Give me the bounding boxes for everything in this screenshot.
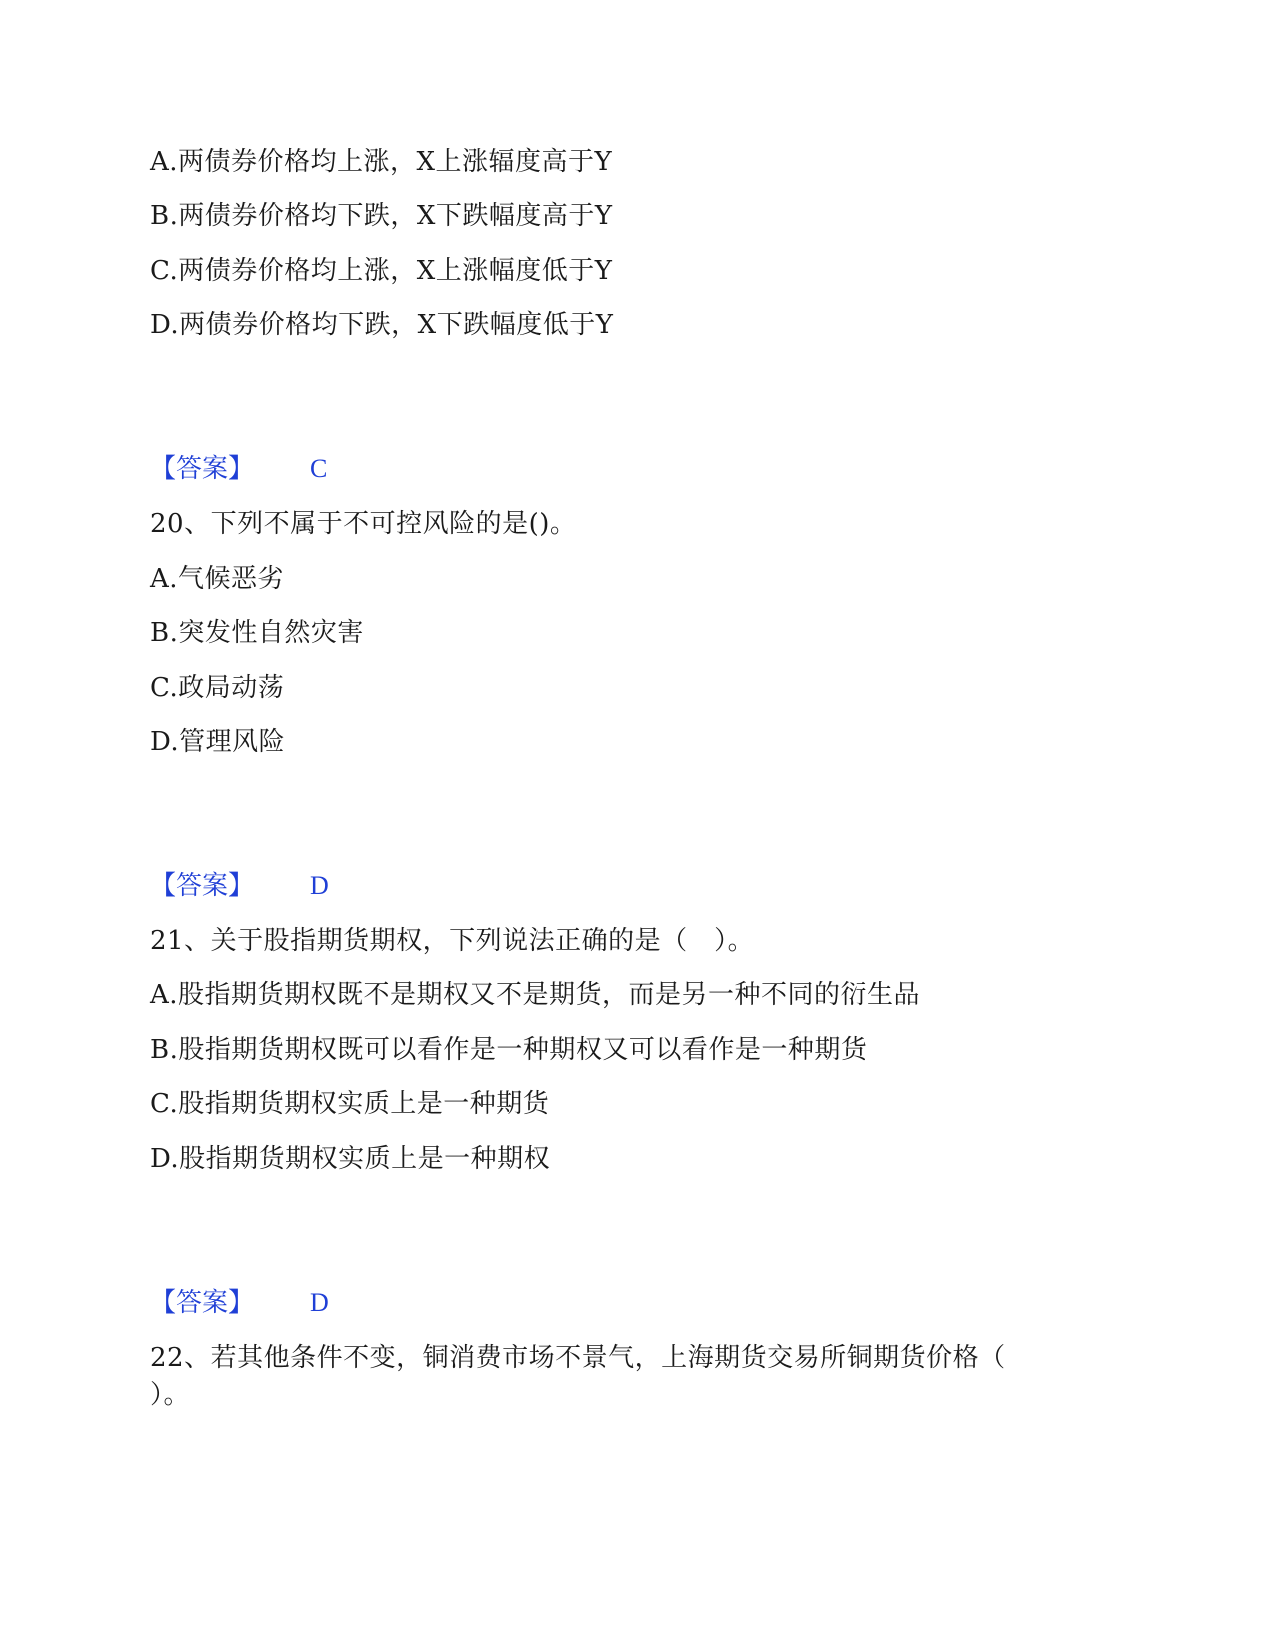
answer-label: 【答案】 [150, 871, 255, 901]
answer-value: D [310, 1288, 329, 1317]
q21-option-a: A.股指期货期权既不是期权又不是期货，而是另一种不同的衍生品 [150, 980, 921, 1010]
q20-option-b: B.突发性自然灾害 [150, 618, 364, 648]
answer-value: D [310, 871, 329, 900]
answer-label: 【答案】 [150, 454, 255, 484]
q21-option-b: B.股指期货期权既可以看作是一种期权又可以看作是一种期货 [150, 1035, 868, 1065]
q20-stem: 20、下列不属于不可控风险的是()。 [150, 509, 577, 539]
q21-stem: 21、关于股指期货期权，下列说法正确的是（ ）。 [150, 926, 755, 956]
q21-option-c: C.股指期货期权实质上是一种期货 [150, 1089, 550, 1119]
q22-stem-line1: 22、若其他条件不变，铜消费市场不景气，上海期货交易所铜期货价格（ [150, 1343, 1006, 1373]
q21-option-d: D.股指期货期权实质上是一种期权 [150, 1144, 551, 1174]
q20-option-a: A.气候恶劣 [150, 564, 285, 594]
q19-option-d: D.两债券价格均下跌，X下跌幅度低于Y [150, 310, 614, 340]
q19-answer [150, 452, 327, 486]
q19-option-a: A.两债券价格均上涨，X上涨辐度高于Y [150, 147, 613, 177]
q20-option-d: D.管理风险 [150, 727, 286, 757]
q19-option-c: C.两债券价格均上涨，X上涨幅度低于Y [150, 256, 613, 286]
answer-value: C [310, 454, 328, 483]
q20-answer [150, 869, 329, 903]
q22-stem-line2: ）。 [150, 1380, 191, 1410]
answer-label: 【答案】 [150, 1288, 255, 1318]
q21-answer [150, 1286, 329, 1320]
q19-option-b: B.两债券价格均下跌，X下跌幅度高于Y [150, 201, 613, 231]
q20-option-c: C.政局动荡 [150, 673, 285, 703]
